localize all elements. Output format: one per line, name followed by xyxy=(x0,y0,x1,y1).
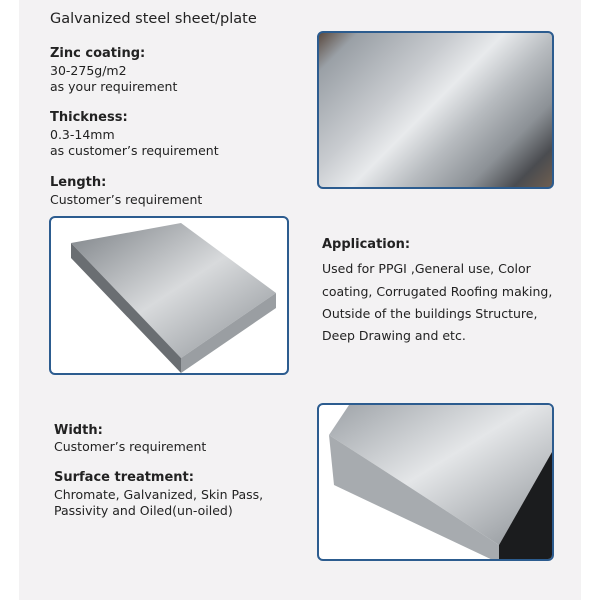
length-value: Customer’s requirement xyxy=(50,192,203,207)
application-line-3: Outside of the buildings Structure, xyxy=(322,306,538,321)
length-label: Length: xyxy=(50,175,107,190)
application-line-4: Deep Drawing and etc. xyxy=(322,328,466,343)
zinc-coating-note: as your requirement xyxy=(50,79,178,94)
thickness-note: as customer’s requirement xyxy=(50,143,219,158)
application-line-1: Used for PPGI ,General use, Color xyxy=(322,261,531,276)
width-label: Width: xyxy=(54,423,103,438)
zinc-coating-value: 30-275g/m2 xyxy=(50,63,127,78)
surface-treatment-label: Surface treatment: xyxy=(54,470,194,485)
page-title: Galvanized steel sheet/plate xyxy=(50,11,257,27)
thickness-label: Thickness: xyxy=(50,110,128,125)
steel-sheet-pile-photo xyxy=(49,216,289,375)
surface-treatment-line-1: Chromate, Galvanized, Skin Pass, xyxy=(54,487,264,502)
zinc-coating-label: Zinc coating: xyxy=(50,46,146,61)
thickness-value: 0.3-14mm xyxy=(50,127,115,142)
width-value: Customer’s requirement xyxy=(54,439,207,454)
steel-sheet-closeup-photo xyxy=(317,403,554,561)
surface-treatment-line-2: Passivity and Oiled(un-oiled) xyxy=(54,503,233,518)
application-label: Application: xyxy=(322,237,411,252)
application-line-2: coating, Corrugated Roofing making, xyxy=(322,284,553,299)
steel-sheet-stack-photo xyxy=(317,31,554,189)
